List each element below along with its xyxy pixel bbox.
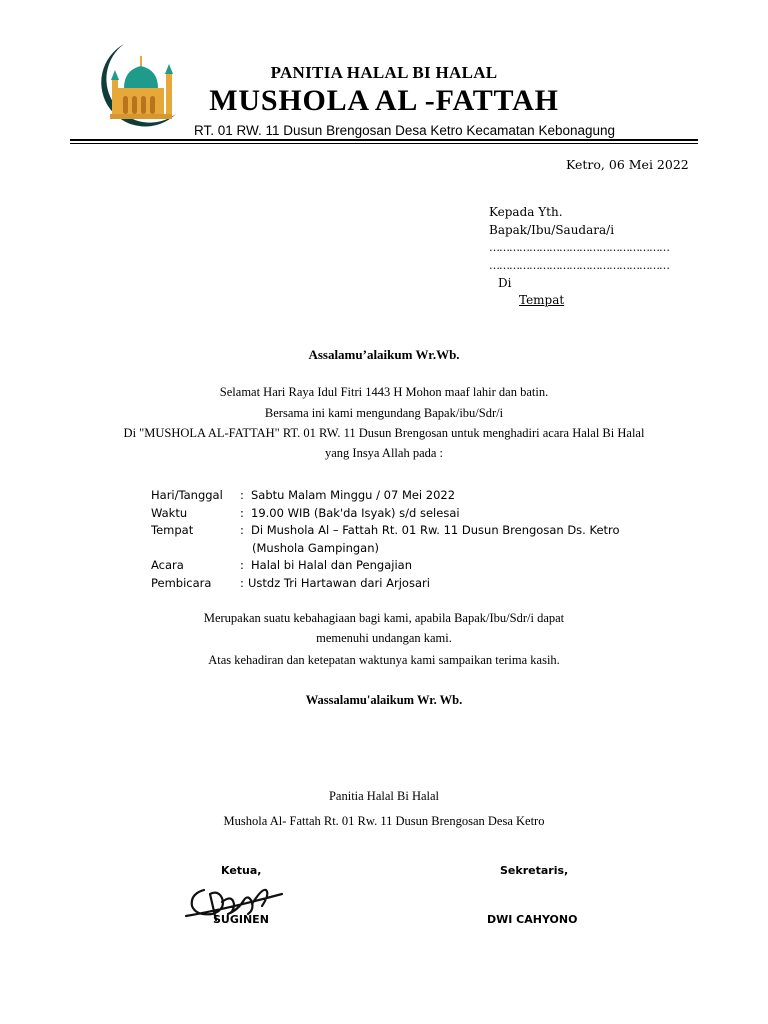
detail-label: Tempat xyxy=(151,523,194,537)
recipient-line2: Bapak/Ibu/Saudara/i xyxy=(489,223,615,237)
detail-label: Waktu xyxy=(151,506,188,520)
detail-label: Acara xyxy=(151,558,184,572)
detail-label: Pembicara xyxy=(151,576,212,590)
recipient-dots1: ……………………………………………… xyxy=(489,241,669,254)
detail-value: Sabtu Malam Minggu / 07 Mei 2022 xyxy=(251,488,456,502)
committee-line2: Mushola Al- Fattah Rt. 01 Rw. 11 Dusun Brengosan Desa Ketro xyxy=(223,814,545,828)
farewell: Wassalamu'alaikum Wr. Wb. xyxy=(305,693,463,707)
detail-colon: : xyxy=(240,558,244,572)
secretary-title: Sekretaris, xyxy=(500,864,569,877)
header-divider-thin xyxy=(70,143,698,144)
intro-line2: Bersama ini kami mengundang Bapak/ibu/Sdr/i xyxy=(264,406,504,420)
detail-colon: : xyxy=(240,488,244,502)
detail-colon: : xyxy=(240,523,244,537)
intro-line4: yang Insya Allah pada : xyxy=(324,446,444,460)
org-address: RT. 01 RW. 11 Dusun Brengosan Desa Ketro Kecamatan Kebonagung xyxy=(194,123,616,138)
recipient-line1: Kepada Yth. xyxy=(489,205,563,219)
chair-name: SUGINEN xyxy=(213,913,269,926)
detail-colon: : xyxy=(240,506,244,520)
recipient-place: Tempat xyxy=(519,293,565,307)
detail-label: Hari/Tanggal xyxy=(151,488,223,502)
detail-value: Halal bi Halal dan Pengajian xyxy=(251,558,412,572)
recipient-dots2: ……………………………………………… xyxy=(489,259,669,272)
detail-value: Di Mushola Al – Fattah Rt. 01 Rw. 11 Dusun Brengosan Ds. Ketro xyxy=(251,523,620,537)
intro-line3: Di "MUSHOLA AL-FATTAH" RT. 01 RW. 11 Dusun Brengosan untuk menghadiri acara Halal Bi Halal xyxy=(123,426,645,440)
org-name-title: MUSHOLA AL -FATTAH xyxy=(209,84,559,117)
header-divider xyxy=(70,139,698,141)
greeting: Assalamu’alaikum Wr.Wb. xyxy=(308,347,460,362)
intro-line1: Selamat Hari Raya Idul Fitri 1443 H Mohon maaf lahir dan batin. xyxy=(219,385,549,399)
recipient-di: Di xyxy=(498,276,512,290)
detail-value: 19.00 WIB (Bak'da Isyak) s/d selesai xyxy=(251,506,460,520)
detail-value: (Mushola Gampingan) xyxy=(252,541,379,555)
detail-colon: : xyxy=(240,576,244,590)
detail-value: Ustdz Tri Hartawan dari Arjosari xyxy=(248,576,430,590)
org-name-line1: PANITIA HALAL BI HALAL xyxy=(270,63,498,82)
closing-line3: Atas kehadiran dan ketepatan waktunya kami sampaikan terima kasih. xyxy=(208,653,560,667)
secretary-name: DWI CAHYONO xyxy=(487,913,578,926)
chair-title: Ketua, xyxy=(221,864,262,877)
letter-date: Ketro, 06 Mei 2022 xyxy=(566,157,689,172)
closing-line2: memenuhi undangan kami. xyxy=(316,631,452,645)
committee-line1: Panitia Halal Bi Halal xyxy=(328,789,440,803)
closing-line1: Merupakan suatu kebahagiaan bagi kami, apabila Bapak/Ibu/Sdr/i dapat xyxy=(203,611,565,625)
